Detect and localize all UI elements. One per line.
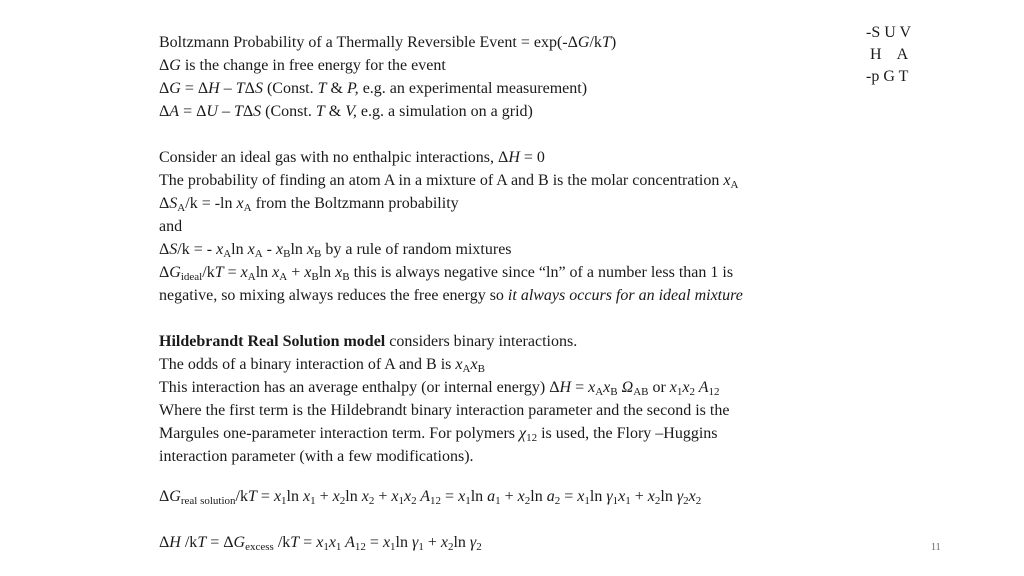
text-fragment: Δ — [159, 488, 170, 505]
math-variable: A — [169, 103, 180, 120]
subscript: A — [254, 248, 263, 260]
math-variable: A — [341, 534, 355, 551]
subscript: 1 — [465, 495, 471, 507]
math-variable: G — [169, 488, 181, 505]
math-variable: γ — [469, 534, 477, 551]
molar-concentration-line — [159, 171, 738, 190]
text-fragment: ln — [318, 264, 336, 281]
text-fragment: - — [262, 241, 276, 258]
page-number: 11 — [931, 542, 941, 553]
subscript: 2 — [654, 495, 661, 507]
math-variable: H — [508, 149, 520, 166]
mnemonic-line-3: -p G T — [866, 68, 909, 85]
text-fragment: + — [423, 534, 441, 551]
math-variable: x — [682, 379, 690, 396]
text-fragment: or — [648, 379, 670, 396]
mnemonic-line-1: -S U V — [866, 24, 912, 41]
text-fragment: – — [219, 80, 236, 97]
math-variable: G — [233, 534, 246, 551]
text-fragment: + — [315, 488, 333, 505]
text-fragment: The odds of a binary interaction of A and B is — [159, 356, 456, 373]
ideal-free-energy-line — [159, 263, 733, 282]
subscript: real solution — [180, 495, 236, 507]
math-variable: x — [603, 379, 611, 396]
math-variable: x — [273, 488, 282, 505]
math-variable: x — [455, 356, 463, 373]
math-variable: S — [254, 80, 263, 97]
math-variable: it always occurs for an ideal mixture — [507, 287, 743, 304]
subscript: A — [223, 248, 232, 260]
subscript: 1 — [676, 386, 683, 398]
text-fragment: = — [299, 534, 317, 551]
subscript: AB — [633, 386, 649, 398]
text-fragment: Δ — [242, 103, 254, 120]
text-fragment: + — [630, 488, 648, 505]
text-fragment: considers binary interactions. — [385, 333, 578, 350]
math-variable: T — [601, 34, 611, 51]
math-variable: x — [332, 488, 340, 505]
boltzmann-probability-line — [159, 33, 616, 52]
text-fragment: /k — [180, 534, 198, 551]
text-fragment: Δ — [244, 80, 255, 97]
margules-line — [159, 424, 718, 443]
text-fragment: (Const. — [262, 80, 318, 97]
text-fragment: interaction parameter (with a few modifications). — [159, 448, 474, 465]
text-fragment: = — [223, 264, 241, 281]
math-variable: x — [403, 488, 412, 505]
text-fragment: Δ — [159, 264, 170, 281]
subscript: A — [247, 271, 256, 283]
subscript: A — [243, 202, 252, 214]
math-variable: T — [235, 80, 245, 97]
subscript: 1 — [495, 495, 501, 507]
text-fragment: Δ — [159, 195, 170, 212]
math-variable: x — [247, 241, 255, 258]
text-fragment: by a rule of random mixtures — [321, 241, 512, 258]
subscript: A — [595, 386, 604, 398]
math-variable: x — [216, 241, 224, 258]
text-fragment: and — [159, 218, 183, 235]
math-variable: x — [335, 264, 343, 281]
text-fragment: Δ — [159, 241, 170, 258]
text-fragment: ln — [395, 534, 412, 551]
math-variable: x — [458, 488, 466, 505]
text-fragment: – — [217, 103, 234, 120]
math-variable: x — [618, 488, 626, 505]
subscript: B — [314, 248, 322, 260]
subscript: 2 — [695, 495, 702, 507]
subscript: excess — [245, 541, 274, 553]
text-fragment: ln — [530, 488, 547, 505]
subscript: B — [610, 386, 618, 398]
math-variable: x — [470, 356, 478, 373]
math-variable: γ — [606, 488, 613, 505]
subscript: 1 — [398, 495, 404, 507]
math-variable: γ — [412, 534, 419, 551]
interaction-enthalpy-line — [159, 378, 720, 397]
text-fragment: /k = -ln — [185, 195, 237, 212]
subscript: 2 — [689, 386, 696, 398]
math-variable: T — [214, 264, 224, 281]
text-fragment: /k = - — [177, 241, 217, 258]
section-heading: Hildebrandt Real Solution model — [159, 333, 386, 350]
flory-huggins-line — [159, 447, 474, 466]
subscript: 2 — [447, 541, 454, 553]
math-variable: x — [240, 264, 248, 281]
text-fragment: = 0 — [519, 149, 545, 166]
subscript: 1 — [281, 495, 287, 507]
math-variable: T — [233, 103, 243, 120]
subscript: A — [177, 202, 186, 214]
math-variable: x — [577, 488, 585, 505]
math-variable: T — [317, 80, 327, 97]
text-fragment: The probability of finding an atom A in a mixture of A and B is the molar concentration — [159, 172, 724, 189]
subscript: B — [311, 271, 319, 283]
math-variable: x — [276, 241, 284, 258]
subscript: 12 — [526, 432, 538, 444]
real-solution-equation — [159, 487, 701, 506]
subscript: 2 — [368, 495, 375, 507]
math-variable: x — [382, 534, 391, 551]
text-fragment: ln — [453, 534, 470, 551]
math-variable: x — [588, 379, 596, 396]
mixing-conclusion-line — [159, 286, 743, 305]
math-variable: T — [315, 103, 325, 120]
math-variable: S — [253, 103, 262, 120]
thermo-square-mnemonic — [866, 22, 911, 88]
math-variable: x — [723, 172, 731, 189]
math-variable: x — [306, 241, 315, 258]
text-fragment: + — [500, 488, 518, 505]
math-variable: x — [328, 534, 336, 551]
math-variable: Ω — [617, 379, 634, 396]
math-variable: U — [206, 103, 218, 120]
text-fragment: Where the first term is the Hildebrandt binary interaction parameter and the second is the — [159, 402, 730, 419]
text-fragment: Boltzmann Probability of a Thermally Reversible Event = exp(-Δ — [159, 34, 578, 51]
subscript: 2 — [683, 495, 689, 507]
subscript: 1 — [390, 541, 396, 553]
math-variable: χ — [519, 425, 527, 442]
math-variable: x — [391, 488, 399, 505]
text-fragment: Δ — [159, 103, 170, 120]
text-fragment: from the Boltzmann probability — [251, 195, 459, 212]
text-fragment: & — [324, 103, 346, 120]
math-variable: a — [487, 488, 496, 505]
text-fragment: + — [374, 488, 392, 505]
math-variable: S — [169, 241, 178, 258]
text-fragment: = Δ — [179, 103, 207, 120]
subscript: 2 — [554, 495, 561, 507]
math-variable: T — [248, 488, 257, 505]
text-fragment: /k — [273, 534, 291, 551]
subscript: 1 — [584, 495, 590, 507]
text-fragment: + — [287, 264, 305, 281]
math-variable: x — [361, 488, 369, 505]
text-fragment: = Δ — [206, 534, 234, 551]
text-fragment: ln — [589, 488, 607, 505]
math-variable: A — [416, 488, 431, 505]
text-fragment: = Δ — [180, 80, 209, 97]
math-variable: H — [169, 534, 181, 551]
delta-g-definition-line — [159, 56, 446, 75]
subscript: A — [462, 363, 471, 375]
subscript: 2 — [339, 495, 346, 507]
math-variable: G — [577, 34, 590, 51]
subscript: 1 — [310, 495, 316, 507]
text-fragment: & — [326, 80, 347, 97]
text-fragment: = — [560, 488, 578, 505]
math-variable: P, — [346, 80, 359, 97]
text-fragment: negative, so mixing always reduces the free energy so — [159, 287, 508, 304]
text-fragment: ln — [255, 264, 273, 281]
subscript: A — [730, 179, 739, 191]
math-variable: H — [208, 80, 220, 97]
text-fragment: Δ — [159, 534, 170, 551]
text-fragment: = — [365, 534, 383, 551]
text-fragment: ln — [660, 488, 677, 505]
text-fragment: (Const. — [261, 103, 316, 120]
math-variable: x — [236, 195, 244, 212]
text-fragment: /k — [235, 488, 248, 505]
text-fragment: = — [571, 379, 589, 396]
text-fragment: is the change in free energy for the event — [180, 57, 446, 74]
math-variable: G — [169, 80, 181, 97]
entropy-a-line — [159, 194, 459, 213]
text-fragment: /k — [589, 34, 602, 51]
math-variable: x — [440, 534, 448, 551]
math-variable: G — [169, 57, 181, 74]
hildebrandt-heading-line — [159, 332, 577, 351]
text-fragment: = — [441, 488, 459, 505]
parameter-explanation-line — [159, 401, 729, 420]
entropy-mixing-line — [159, 240, 512, 259]
math-variable: x — [304, 264, 312, 281]
text-fragment: ln — [231, 241, 248, 258]
and-line — [159, 217, 182, 236]
subscript: 2 — [476, 541, 482, 553]
subscript: 12 — [354, 541, 366, 553]
text-fragment: ) — [610, 34, 617, 51]
subscript: 2 — [411, 495, 417, 507]
subscript: B — [477, 363, 485, 375]
subscript: 1 — [323, 541, 329, 553]
math-variable: G — [169, 264, 181, 281]
subscript: B — [342, 271, 350, 283]
text-fragment: ln — [290, 241, 307, 258]
math-variable: T — [197, 534, 207, 551]
subscript: 1 — [418, 541, 424, 553]
text-fragment: Δ — [159, 80, 170, 97]
math-variable: γ — [676, 488, 684, 505]
text-fragment: Δ — [159, 57, 170, 74]
helmholtz-equation-line — [159, 102, 533, 121]
subscript: 12 — [430, 495, 442, 507]
math-variable: x — [316, 534, 324, 551]
math-variable: A — [695, 379, 709, 396]
math-variable: x — [647, 488, 655, 505]
text-fragment: Consider an ideal gas with no enthalpic interactions, Δ — [159, 149, 509, 166]
subscript: 1 — [335, 541, 342, 553]
excess-enthalpy-equation — [159, 533, 482, 552]
gibbs-equation-line — [159, 79, 587, 98]
math-variable: H — [559, 379, 572, 396]
subscript: ideal — [180, 271, 203, 283]
math-variable: T — [290, 534, 300, 551]
binary-odds-line — [159, 355, 485, 374]
math-variable: x — [272, 264, 280, 281]
math-variable: x — [669, 379, 677, 396]
subscript: 12 — [708, 386, 720, 398]
text-fragment: this is always negative since “ln” of a number less than 1 is — [349, 264, 734, 281]
text-fragment: = — [256, 488, 274, 505]
text-fragment: This interaction has an average enthalpy (or internal energy) Δ — [159, 379, 560, 396]
subscript: 1 — [612, 495, 619, 507]
math-variable: S — [169, 195, 178, 212]
subscript: 1 — [625, 495, 631, 507]
math-variable: x — [303, 488, 311, 505]
text-fragment: e.g. an experimental measurement) — [358, 80, 588, 97]
math-variable: a — [546, 488, 555, 505]
subscript: A — [279, 271, 288, 283]
math-variable: V, — [345, 103, 357, 120]
ideal-gas-line — [159, 148, 545, 167]
text-fragment: e.g. a simulation on a grid) — [356, 103, 533, 120]
text-fragment: ln — [470, 488, 488, 505]
mnemonic-line-2: H A — [866, 46, 909, 63]
text-fragment: /k — [202, 264, 215, 281]
math-variable: x — [517, 488, 525, 505]
text-fragment: Margules one-parameter interaction term. For polymers — [159, 425, 520, 442]
math-variable: x — [688, 488, 696, 505]
text-fragment: is used, the Flory –Huggins — [537, 425, 718, 442]
text-fragment: ln — [286, 488, 303, 505]
text-fragment: ln — [345, 488, 362, 505]
subscript: 2 — [524, 495, 531, 507]
subscript: B — [283, 248, 291, 260]
